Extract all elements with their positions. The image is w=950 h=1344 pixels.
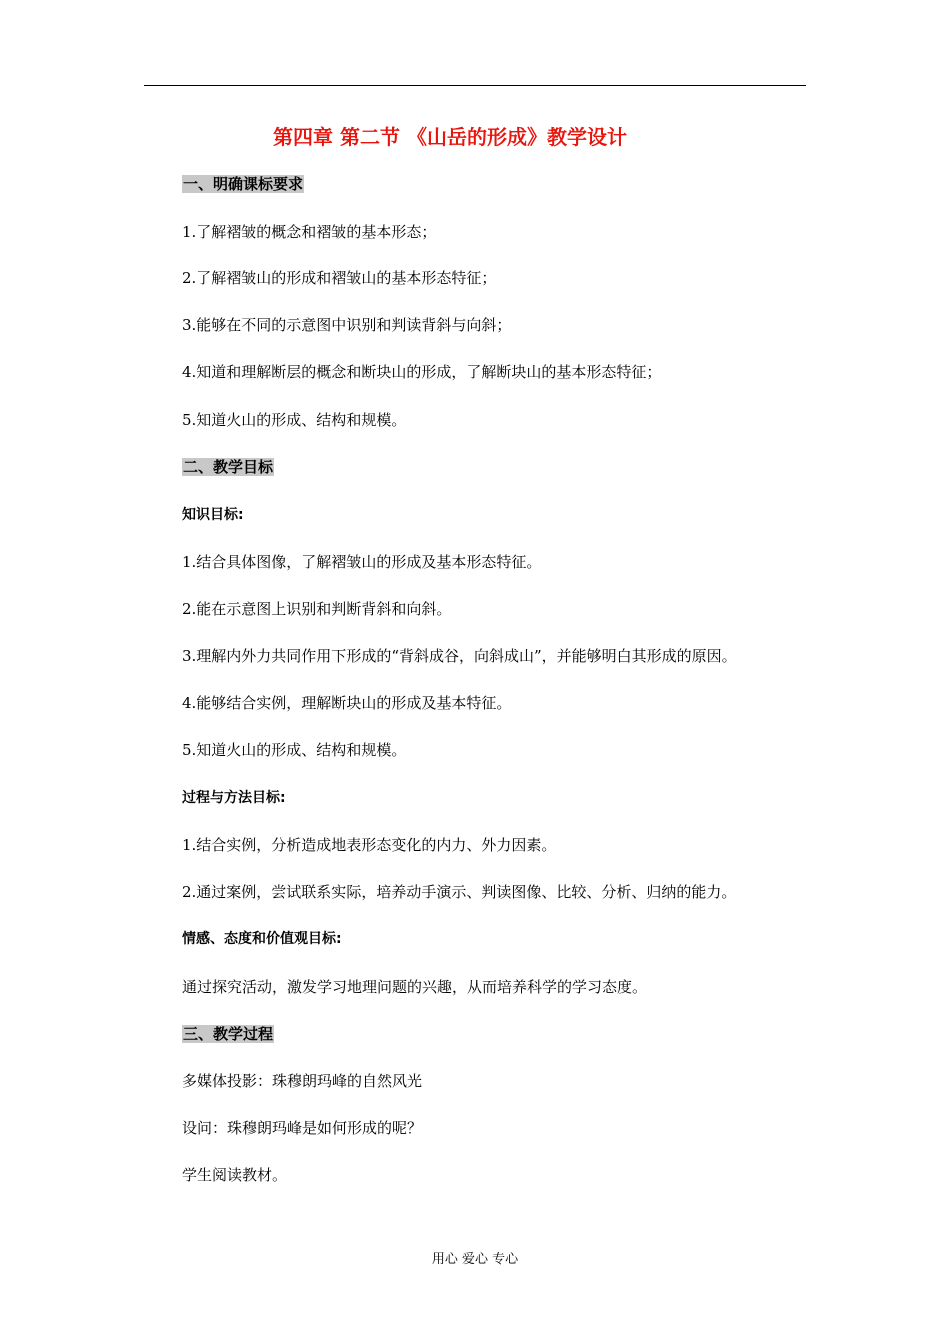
section-heading-3 xyxy=(182,1024,274,1044)
list-item: 设问：珠穆朗玛峰是如何形成的呢？ xyxy=(182,1119,423,1137)
section-heading-text: 三、教学过程 xyxy=(183,1025,274,1043)
list-item: 4.知道和理解断层的概念和断块山的形成，了解断块山的基本形态特征； xyxy=(182,363,662,381)
list-item: 5.知道火山的形成、结构和规模。 xyxy=(182,741,407,759)
page-footer: 用心 爱心 专心 xyxy=(431,1252,519,1267)
emotion-goals-label: 情感、态度和价值观目标: xyxy=(182,931,342,947)
list-item: 1.结合实例，分析造成地表形态变化的内力、外力因素。 xyxy=(182,836,557,854)
knowledge-goals-label: 知识目标: xyxy=(182,507,244,523)
list-item: 2.通过案例，尝试联系实际，培养动手演示、判读图像、比较、分析、归纳的能力。 xyxy=(182,883,737,901)
list-item: 通过探究活动，激发学习地理问题的兴趣，从而培养科学的学习态度。 xyxy=(182,978,648,996)
list-item: 4.能够结合实例，理解断块山的形成及基本特征。 xyxy=(182,694,512,712)
list-item: 多媒体投影：珠穆朗玛峰的自然风光 xyxy=(182,1072,423,1090)
section-heading-text: 一、明确课标要求 xyxy=(183,175,304,193)
document-title: 第四章 第二节 《山岳的形成》教学设计 xyxy=(273,125,627,149)
list-item: 3.能够在不同的示意图中识别和判读背斜与向斜； xyxy=(182,316,512,334)
list-item: 3.理解内外力共同作用下形成的“背斜成谷，向斜成山”，并能够明白其形成的原因。 xyxy=(182,647,737,665)
section-heading-1 xyxy=(182,174,304,194)
process-goals-label: 过程与方法目标: xyxy=(182,790,286,806)
header-rule xyxy=(144,85,806,86)
section-heading-text: 二、教学目标 xyxy=(183,458,274,476)
list-item: 2.了解褶皱山的形成和褶皱山的基本形态特征； xyxy=(182,269,497,287)
list-item: 1.结合具体图像，了解褶皱山的形成及基本形态特征。 xyxy=(182,553,542,571)
list-item: 学生阅读教材。 xyxy=(182,1166,288,1184)
list-item: 2.能在示意图上识别和判断背斜和向斜。 xyxy=(182,600,452,618)
section-heading-2 xyxy=(182,457,274,477)
list-item: 5.知道火山的形成、结构和规模。 xyxy=(182,411,407,429)
list-item: 1.了解褶皱的概念和褶皱的基本形态； xyxy=(182,223,437,241)
